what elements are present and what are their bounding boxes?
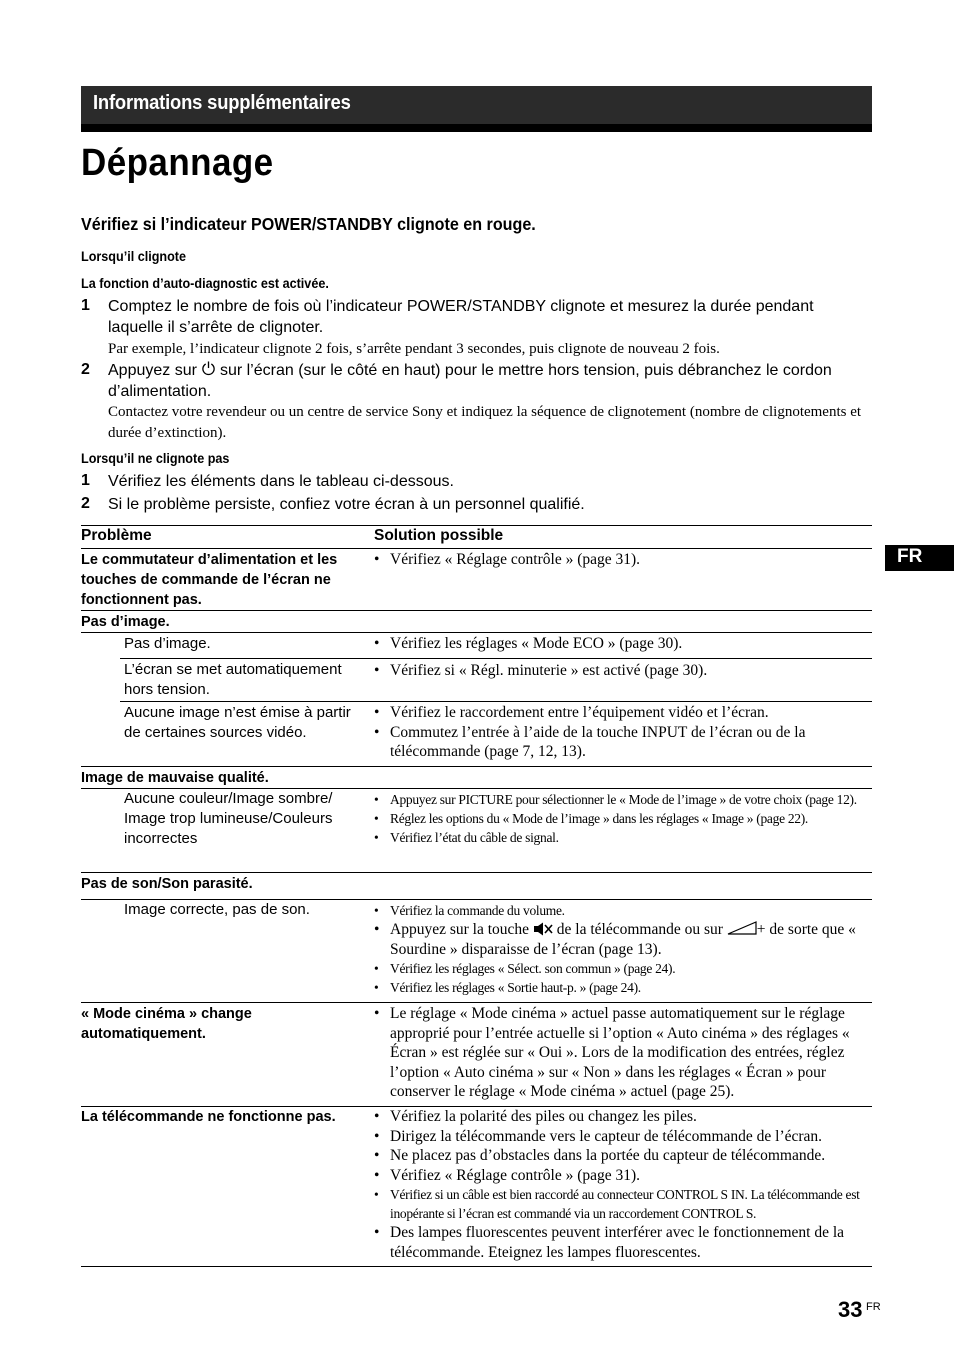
step-note: Par exemple, l’indicateur clignote 2 fois, s’arrête pendant 3 secondes, puis clignote de nouveau 2 fois. bbox=[108, 341, 720, 357]
table-top-rule bbox=[81, 525, 872, 526]
step-number: 1 bbox=[81, 472, 90, 489]
autodiag-label: La fonction d’auto-diagnostic est activée. bbox=[81, 275, 329, 291]
row-rule bbox=[120, 701, 872, 702]
row-rule bbox=[81, 766, 872, 767]
section-title: Informations supplémentaires bbox=[93, 92, 351, 114]
section-header-rule bbox=[81, 124, 872, 132]
problem-auto-off: L’écran se met automatiquement hors tension. bbox=[124, 661, 342, 698]
solution-item: • Vérifiez les réglages « Sélect. son commun » (page 24). bbox=[374, 959, 866, 978]
solution-item: • Vérifiez les réglages « Sortie haut-p. » (page 24). bbox=[374, 978, 866, 997]
step-text bbox=[108, 360, 848, 402]
solution-item: • Appuyez sur PICTURE pour sélectionner le « Mode de l’image » de votre choix (page 12). bbox=[374, 790, 866, 809]
solution-item: • Commutez l’entrée à l’aide de la touche INPUT de l’écran ou de la télécommande (page 7, 12, 13). bbox=[374, 723, 866, 762]
solutions-no-video-source bbox=[374, 703, 866, 762]
step-number: 2 bbox=[81, 361, 90, 378]
problem-no-video-source: Aucune image n’est émise à partir de certaines sources vidéo. bbox=[124, 704, 351, 741]
table-bottom-rule bbox=[81, 1266, 872, 1267]
mute-icon bbox=[533, 922, 553, 936]
solution-item: • Le réglage « Mode cinéma » actuel passe automatiquement sur le réglage approprié pour l’entrée actuelle si l’option « Auto cinéma » des réglages « Écran » est réglée sur « Oui ». Lors de la modification des entrées, réglez l’option « Auto cinéma » sur « Non » dans les réglages « Écran » pour conserver le réglage « Mode cinéma » actuel (page 25). bbox=[374, 1004, 866, 1102]
page-number: 33 bbox=[838, 1297, 863, 1322]
page-title: Dépannage bbox=[81, 142, 274, 184]
category-bad-picture: Image de mauvaise qualité. bbox=[81, 770, 269, 786]
category-sound: Pas de son/Son parasité. bbox=[81, 876, 253, 892]
row-rule bbox=[81, 610, 872, 611]
power-icon bbox=[201, 361, 216, 376]
step-text: Si le problème persiste, confiez votre écran à un personnel qualifié. bbox=[108, 496, 585, 513]
solution-item: • Des lampes fluorescentes peuvent interférer avec le fonctionnement de la télécommande. Eteignez les lampes fluorescentes. bbox=[374, 1223, 866, 1262]
solution-item: • Vérifiez l’état du câble de signal. bbox=[374, 828, 866, 847]
problem-cinema-mode: « Mode cinéma » change automatiquement. bbox=[81, 1006, 252, 1042]
solution-item: • Ne placez pas d’obstacles dans la portée du capteur de télécommande. bbox=[374, 1146, 866, 1166]
solutions-auto-off bbox=[374, 661, 866, 681]
solutions-no-picture bbox=[374, 634, 866, 654]
step-text: Comptez le nombre de fois où l’indicateur POWER/STANDBY clignote et mesurez la durée pendant laquelle il s’arrête de clignoter. bbox=[108, 298, 814, 336]
solutions-cinema-mode bbox=[374, 1004, 866, 1102]
blinking-label: Lorsqu’il clignote bbox=[81, 248, 187, 264]
solutions-no-sound bbox=[374, 901, 866, 997]
step-number: 1 bbox=[81, 297, 90, 314]
power-indicator-subhead: Vérifiez si l’indicateur POWER/STANDBY clignote en rouge. bbox=[81, 214, 536, 234]
solution-item: • Vérifiez le raccordement entre l’équipement vidéo et l’écran. bbox=[374, 703, 866, 723]
solution-item-mute bbox=[374, 920, 866, 959]
solution-item: • Vérifiez la polarité des piles ou changez les piles. bbox=[374, 1107, 866, 1127]
row-rule bbox=[81, 632, 872, 633]
problem-no-picture: Pas d’image. bbox=[124, 635, 211, 652]
problem-power: Le commutateur d’alimentation et les touches de commande de l’écran ne fonctionnent pas. bbox=[81, 552, 338, 608]
solution-item: • Vérifiez les réglages « Mode ECO » (page 30). bbox=[374, 634, 866, 654]
step-text-before: Appuyez sur bbox=[108, 362, 197, 379]
volume-icon bbox=[727, 921, 757, 935]
solution-text: de la télécommande ou sur bbox=[556, 921, 723, 938]
header-solution: Solution possible bbox=[374, 527, 504, 544]
solution-item: • Réglez les options du « Mode de l’image » dans les réglages « Image » (page 22). bbox=[374, 809, 866, 828]
solution-item: • Vérifiez « Réglage contrôle » (page 31). bbox=[374, 550, 866, 570]
solution-item: • Vérifiez si un câble est bien raccordé au connecteur CONTROL S IN. La télécommande est inopérante si l’écran est commandé via un raccordement CONTROL S. bbox=[374, 1185, 866, 1223]
problem-bad-colors: Aucune couleur/Image sombre/ Image trop lumineuse/Couleurs incorrectes bbox=[124, 790, 333, 847]
not-blinking-label: Lorsqu’il ne clignote pas bbox=[81, 450, 230, 466]
row-rule bbox=[81, 872, 872, 873]
step-text: Vérifiez les éléments dans le tableau ci-dessous. bbox=[108, 473, 454, 490]
step-note: Contactez votre revendeur ou un centre de service Sony et indiquez la séquence de clignotement (nombre de clignotements et durée d’extinction). bbox=[108, 404, 862, 441]
solutions-power bbox=[374, 550, 866, 570]
row-rule bbox=[81, 1002, 872, 1003]
solutions-remote bbox=[374, 1107, 866, 1262]
solution-item: • Vérifiez la commande du volume. bbox=[374, 901, 866, 920]
solution-text: + de sorte que « Sourdine » disparaisse de l’écran (page 13). bbox=[390, 921, 856, 958]
category-no-picture: Pas d’image. bbox=[81, 614, 170, 630]
header-problem: Problème bbox=[81, 527, 152, 544]
row-rule bbox=[120, 658, 872, 659]
language-tab-label: FR bbox=[897, 546, 923, 567]
page-number-suffix: FR bbox=[866, 1301, 881, 1313]
table-header-rule bbox=[81, 548, 872, 549]
problem-remote: La télécommande ne fonctionne pas. bbox=[81, 1109, 336, 1125]
solution-text: Appuyez sur la touche bbox=[390, 921, 530, 938]
solution-item: • Dirigez la télécommande vers le capteur de télécommande de l’écran. bbox=[374, 1127, 866, 1147]
step-number: 2 bbox=[81, 495, 90, 512]
solution-item: • Vérifiez si « Régl. minuterie » est activé (page 30). bbox=[374, 661, 866, 681]
problem-no-sound: Image correcte, pas de son. bbox=[124, 901, 310, 918]
step-text-after: sur l’écran (sur le côté en haut) pour le mettre hors tension, puis débranchez le cordon d’alimentation. bbox=[108, 362, 832, 400]
solution-item: • Vérifiez « Réglage contrôle » (page 31). bbox=[374, 1166, 866, 1186]
solutions-bad-colors bbox=[374, 790, 866, 847]
